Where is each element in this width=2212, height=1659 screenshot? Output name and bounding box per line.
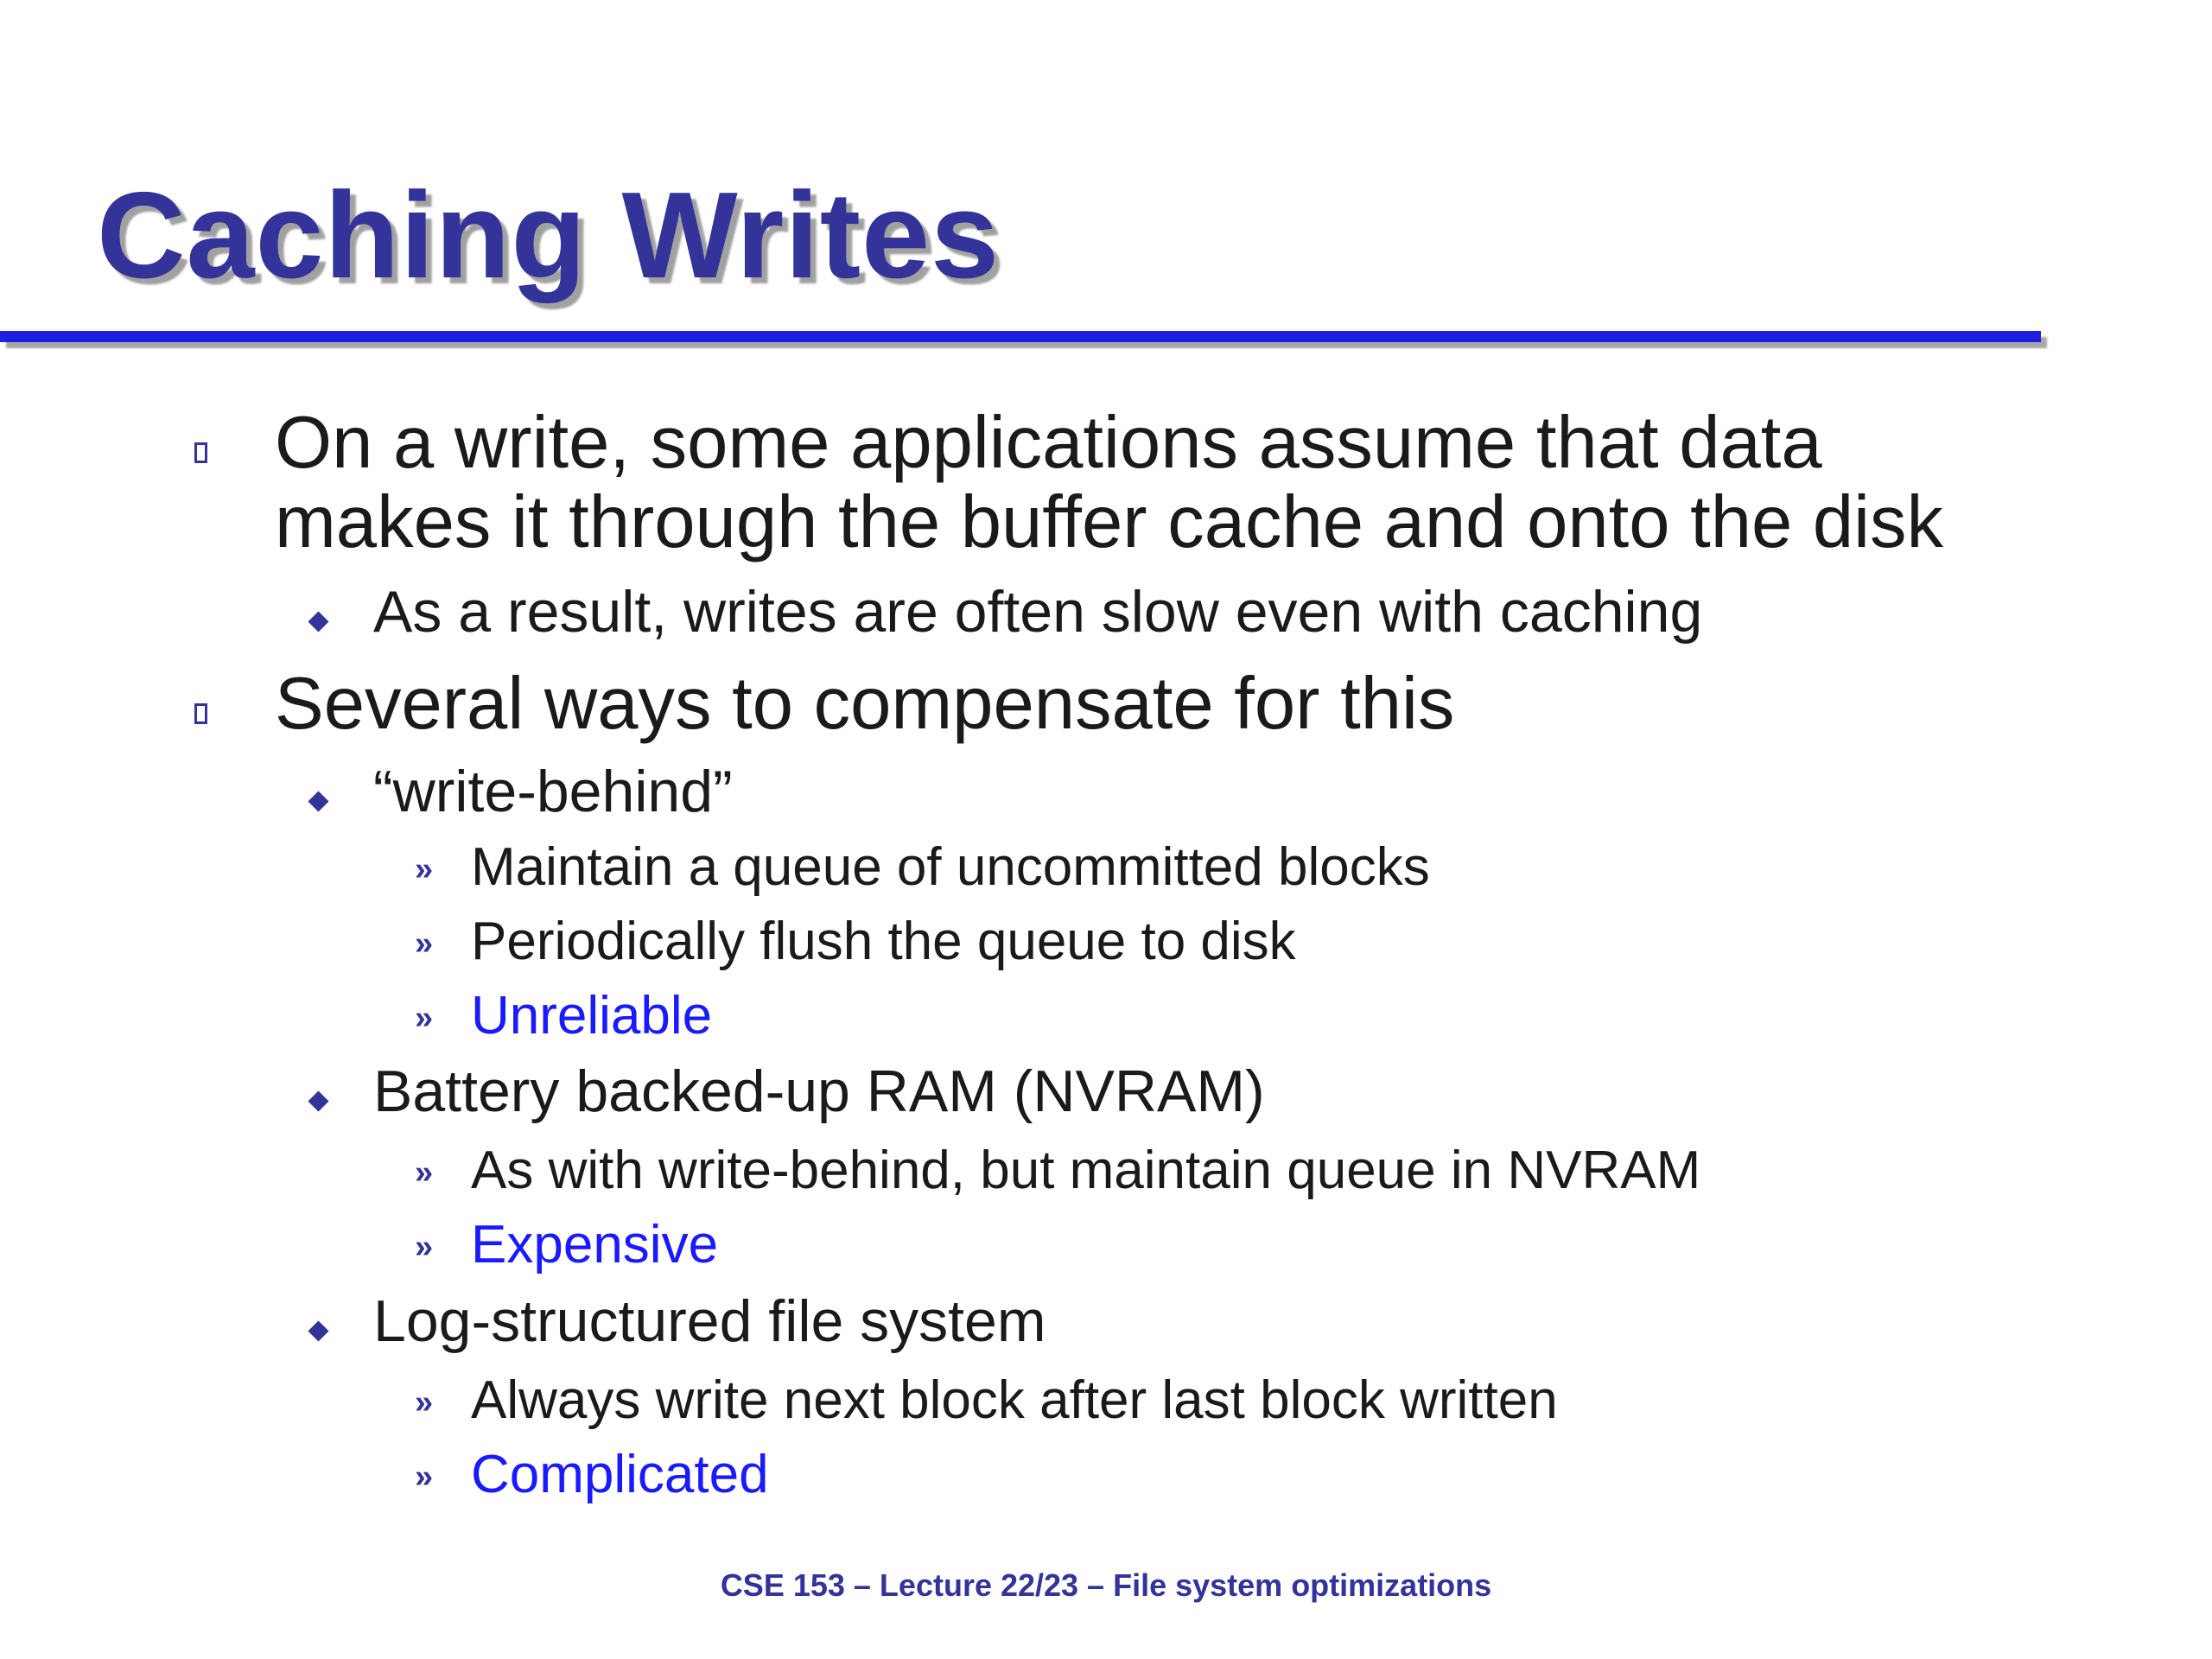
bullet-text: Log-structured file system <box>373 1288 1046 1354</box>
bullet-text-line: On a write, some applications assume that data <box>275 402 1822 484</box>
slide-footer: CSE 153 – Lecture 22/23 – File system optimizations <box>720 1567 1492 1603</box>
double-chevron-bullet-icon: » <box>415 925 434 962</box>
bullet-text-emphasis: Unreliable <box>471 986 713 1046</box>
diamond-bullet-icon <box>308 611 328 632</box>
bullet-text: Periodically flush the queue to disk <box>471 912 1296 971</box>
bullet-text: Always write next block after last block written <box>471 1370 1558 1430</box>
diamond-bullet-icon <box>308 791 328 811</box>
bullet-text: As with write-behind, but maintain queue in NVRAM <box>471 1141 1701 1200</box>
bullet-text-line: makes it through the buffer cache and onto the disk <box>275 481 1944 563</box>
title-divider <box>0 331 2041 342</box>
double-chevron-bullet-icon: » <box>415 1459 434 1495</box>
diamond-bullet-icon <box>308 1090 328 1111</box>
slide-title: Caching Writes <box>97 167 1001 304</box>
double-chevron-bullet-icon: » <box>415 1000 434 1036</box>
double-chevron-bullet-icon: » <box>415 1229 434 1265</box>
double-chevron-bullet-icon: » <box>415 851 434 887</box>
double-chevron-bullet-icon: » <box>415 1154 434 1191</box>
hollow-square-bullet-icon <box>194 442 207 463</box>
diamond-bullet-icon <box>308 1320 328 1341</box>
bullet-text: Several ways to compensate for this <box>275 663 1455 745</box>
bullet-text-emphasis: Expensive <box>471 1215 719 1274</box>
double-chevron-bullet-icon: » <box>415 1384 434 1421</box>
bullet-text: Battery backed-up RAM (NVRAM) <box>373 1058 1265 1124</box>
bullet-text-emphasis: Complicated <box>471 1445 769 1504</box>
bullet-text: “write-behind” <box>373 759 733 824</box>
hollow-square-bullet-icon <box>194 703 207 724</box>
bullet-text: As a result, writes are often slow even with caching <box>373 579 1703 645</box>
bullet-text: Maintain a queue of uncommitted blocks <box>471 837 1430 897</box>
